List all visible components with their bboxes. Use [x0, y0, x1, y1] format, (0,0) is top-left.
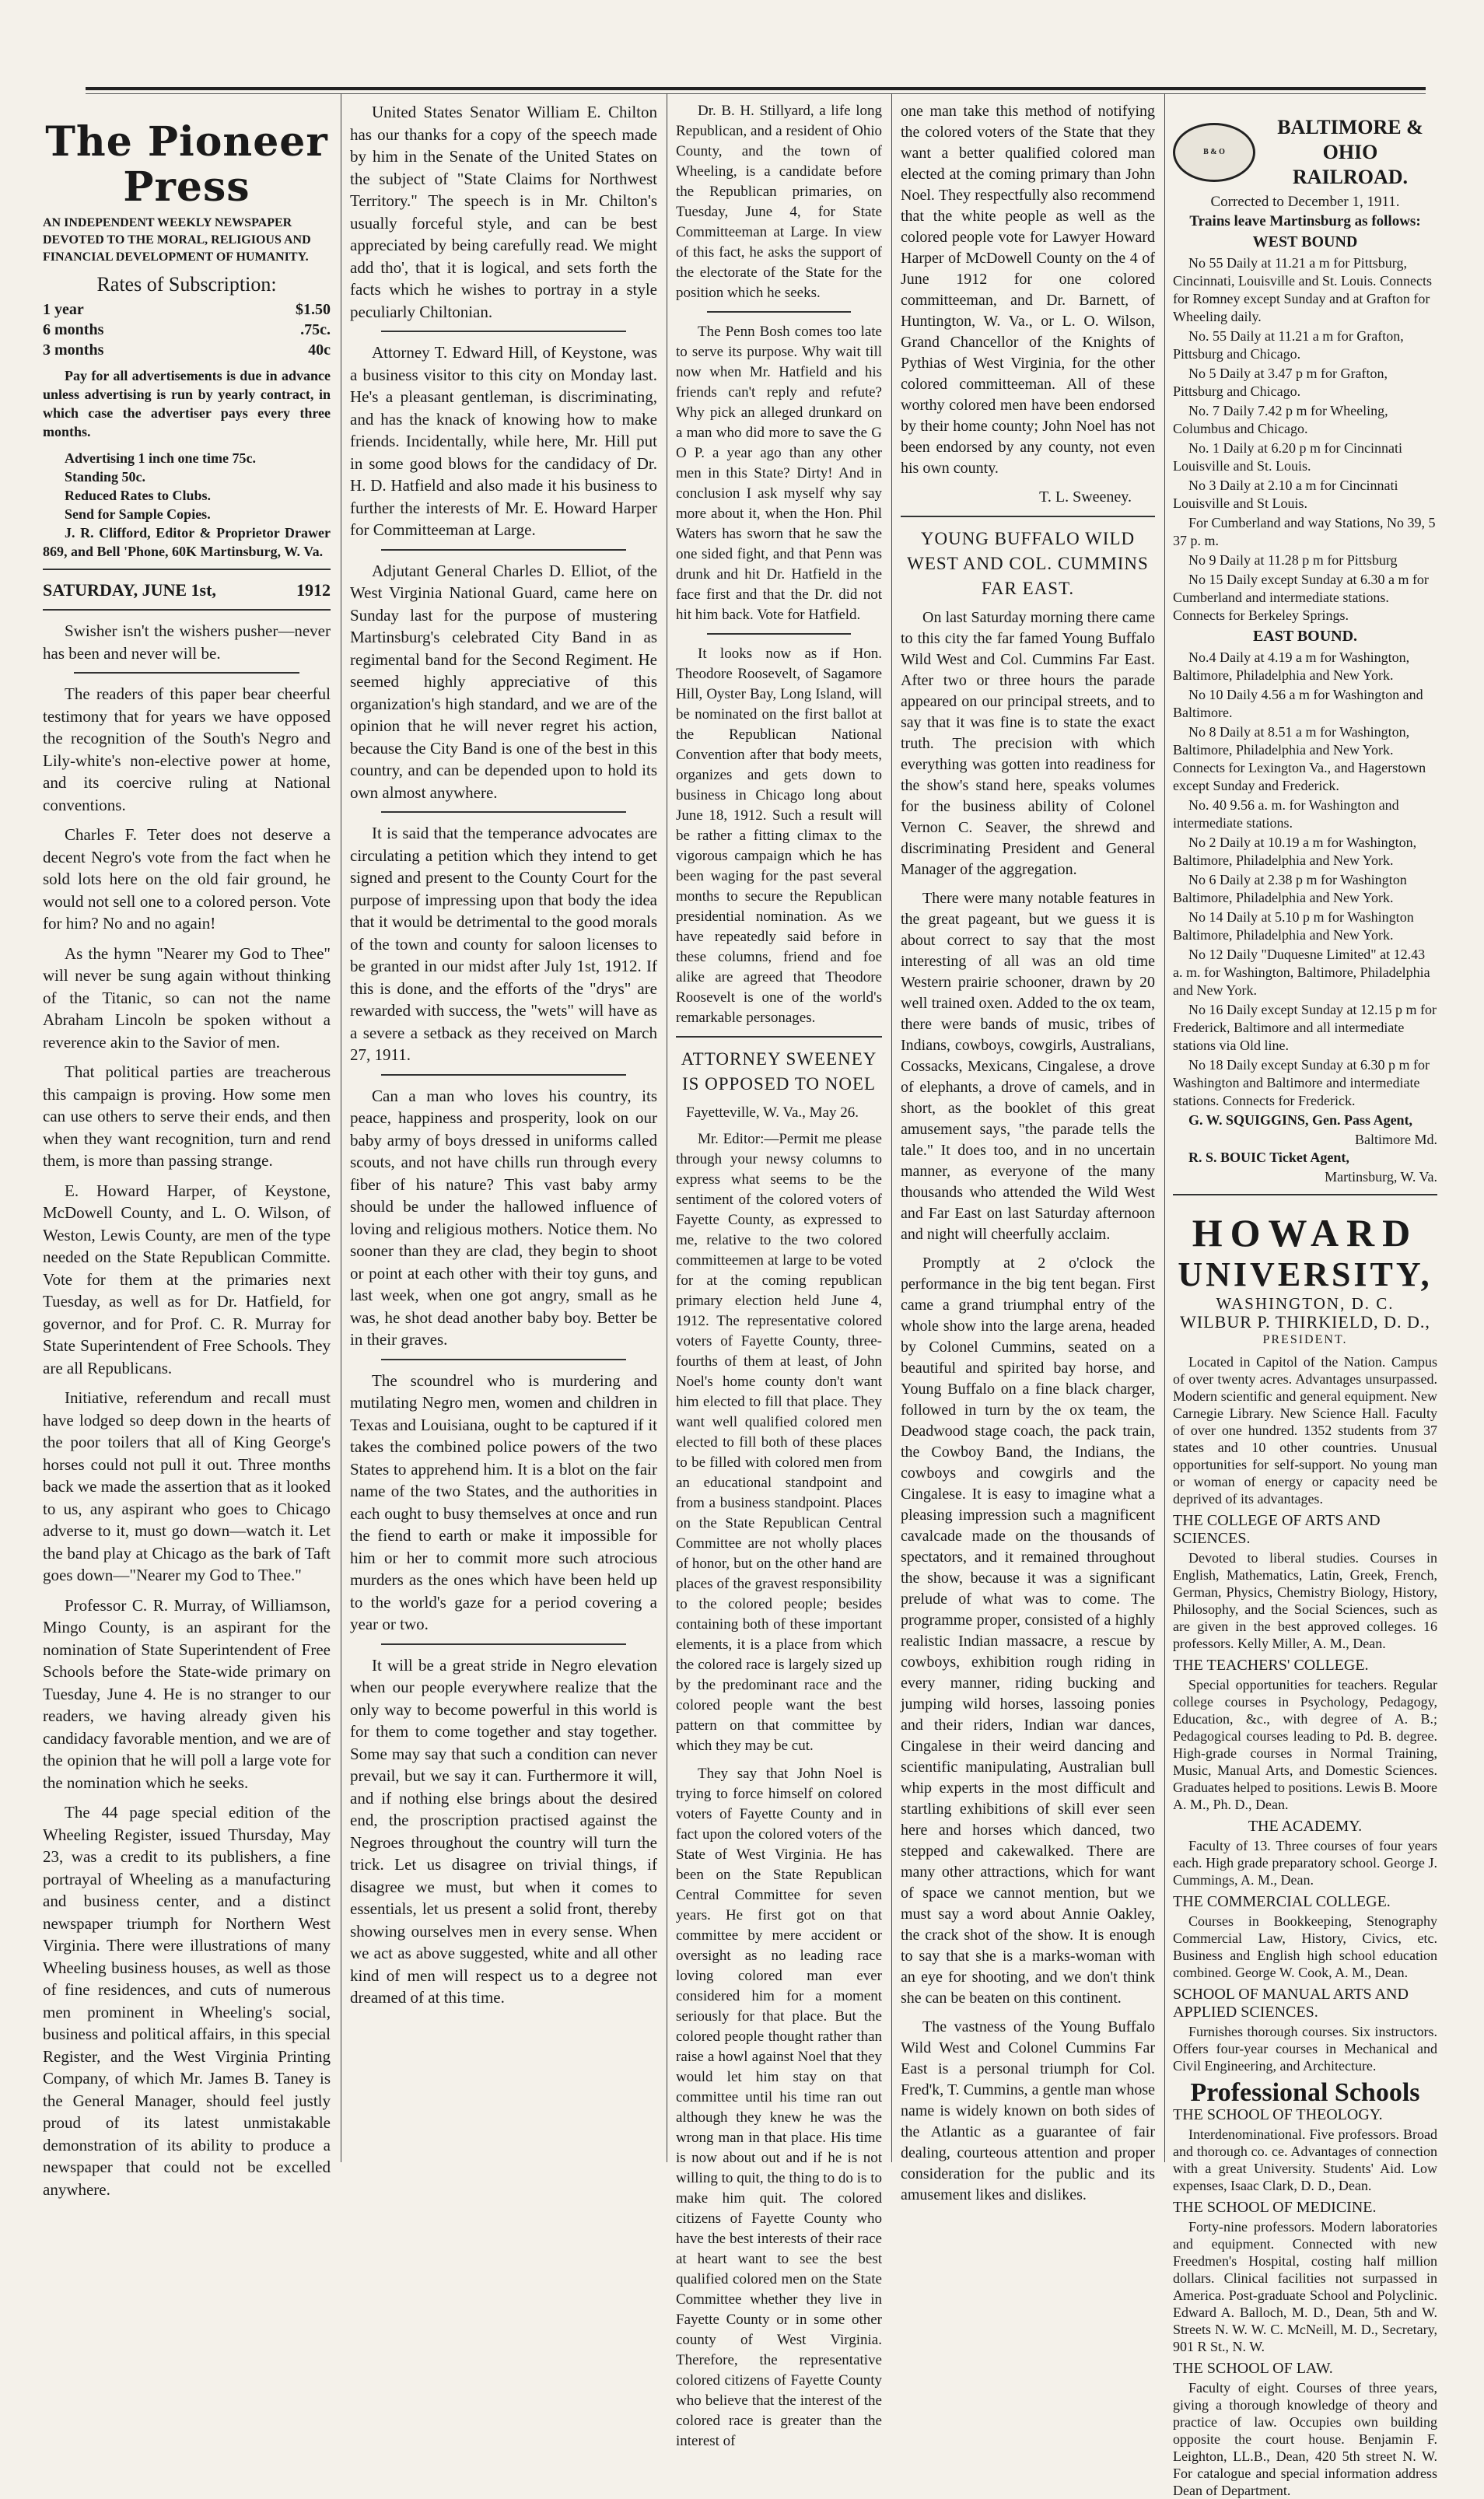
train-entry: No 55 Daily at 11.21 a m for Pittsburg, Cincinnati, Louisville and St. Louis. Connects for Romney except Sunday and at Grafton for Wheeling daily.: [1173, 255, 1432, 324]
article-paragraph: Swisher isn't the wishers pusher—never has been and never will be.: [43, 621, 331, 663]
article-paragraph: It will be a great stride in Negro elevation when our people everywhere realize that the only way to become powerful in this world is for them to come together and stay together. Some may say that such a condition can never prevail, but we say it can. Furthermore it will, and if nothing else brings about the desired end, the proscription practised against the Negroes throughout the country will turn the trick. Let us disagree on trivial things, if disagree we must, but when it comes to essentials, let us present a solid front, thereby showing ourselves men in every sense. When we act as above suggested, white and all other kind of men will respect us to a degree not dreamed of at this time.: [350, 1655, 657, 2007]
rule: [381, 1359, 626, 1360]
section-title: THE SCHOOL OF MEDICINE.: [1173, 2199, 1377, 2216]
sweeney-headline: ATTORNEY SWEENEY IS OPPOSED TO NOEL: [681, 1049, 877, 1094]
column-1: [43, 101, 331, 2199]
article-paragraph: The 44 page special edition of the Wheeling Register, issued Thursday, May 23, was a credit to its publishers, a fine portrayal of Wheeling as a manufacturing and business center, and a distinct newspaper triumph for Northern West Virginia. There were illustrations of many Wheeling business houses, as well as those of fine residences, and cuts of numerous men prominent in Wheeling's social, business and political affairs, in this special Register, and the West Virginia Printing Company, of which Mr. James B. Taney is the General Manager, should feel justly proud of its latest unmistakable demonstration of its ability to produce a newspaper that could not be excelled anywhere.: [43, 1803, 331, 2199]
rule: [43, 569, 331, 570]
rule: [74, 672, 299, 674]
article-paragraph: one man take this method of notifying the colored voters of the State that they want a better qualified colored man elected at the coming primary than John Noel. They respectfully also recommend that the white people as well as the colored people vote for Lawyer Howard Harper of McDowell County on the 4 of June 1912 for one colored committeeman, and Dr. Barnett, of Huntington, W. Va., or L. O. Wilson, Grand Chancellor of the Knights of Pythias of West Virginia, for the other colored committeeman. All of these worthy colored men have been endorsed by their home county; John Noel has not been endorsed by any county, not even his own county.: [901, 103, 1155, 477]
column-4: [901, 101, 1155, 2203]
train-entry: No 15 Daily except Sunday at 6.30 a m for Cumberland and intermediate stations. Connects for Berkeley Springs.: [1173, 572, 1429, 623]
article-paragraph: The scoundrel who is murdering and mutilating Negro men, women and children in Texas and Louisiana, ought to be captured if it takes the combined police powers of the two States to apprehend him. It is a blot on the fair name of the two States, and the authorities in each ought to busy themselves at once and run the fiend to earth or make it impossible for him or her to commit more such atrocious murders as the ones which have been held up to the world's gaze for a period covering a year or two.: [350, 1370, 657, 1633]
railroad-leave: Trains leave Martinsburg as follows:: [1189, 213, 1421, 229]
rule: [676, 1036, 882, 1038]
east-bound-title: EAST BOUND.: [1252, 628, 1358, 645]
top-rule: [86, 87, 1426, 90]
column-divider: [891, 93, 892, 2162]
dateline: SATURDAY, JUNE 1st, 1912: [43, 579, 331, 600]
rates-title: Rates of Subscription:: [96, 273, 277, 296]
article-paragraph: Professor C. R. Murray, of Williamson, Mingo County, is an aspirant for the nomination of State Superintendent of Free Schools before the State-wide primary on Tuesday, June 4. He is no stranger to our readers, we having already given his candidacy favorable mention, and we are of the opinion that he will poll a large vote for the nomination which he seeks.: [43, 1595, 331, 1792]
agent-location: Baltimore Md.: [1355, 1132, 1437, 1147]
train-entry: No 6 Daily at 2.38 p m for Washington Baltimore, Philadelphia and New York.: [1173, 872, 1407, 905]
section-body: Interdenominational. Five professors. Broad and thorough co. ce. Advantages of connection with a great University. Students' Aid. Low expenses, Isaac Clark, D. D., Dean.: [1173, 2126, 1437, 2193]
section-title: THE TEACHERS' COLLEGE.: [1173, 1657, 1369, 1674]
train-entry: No. 55 Daily at 11.21 a m for Grafton, Pittsburg and Chicago.: [1173, 328, 1404, 362]
train-entry: No 18 Daily except Sunday at 6.30 p m for Washington and Baltimore and intermediate stations. Connects for Frederick.: [1173, 1057, 1430, 1108]
train-entry: No 10 Daily 4.56 a m for Washington and Baltimore.: [1173, 687, 1423, 720]
train-entry: No. 40 9.56 a. m. for Washington and intermediate stations.: [1173, 797, 1399, 831]
rule: [43, 609, 331, 611]
rate-row: 3 months 40c: [43, 341, 331, 359]
rule: [381, 811, 626, 813]
article-paragraph: The readers of this paper bear cheerful testimony that for years we have opposed the recognition of the South's Negro and Lily-white's non-elective power at home, and its coercive ruling at National conventions.: [43, 684, 331, 814]
howard-title: HOWARD: [1192, 1211, 1419, 1255]
agent-name: G. W. SQUIGGINS, Gen. Pass Agent,: [1188, 1112, 1413, 1128]
article-paragraph: Mr. Editor:—Permit me please through your newsy columns to express what seems to be the sentiment of the colored voters of Fayette County, as expressed to me, relative to the two colored committeemen at large to be voted for at the coming republican primary election held June 4, 1912. The representative colored voters of Fayette County, three-fourths of them at least, of John Noel's home county don't want him elected to fill that place. They want well qualified colored men elected to fill both of these places to be filled with colored men from an educational standpoint and from a business standpoint. Places on the State Republican Central Committee are not wholly places of honor, but on the other hand are places of the gravest responsibility to the colored people; besides containing both of these important elements, it is a place from which the colored race is largely sized up by the predominant race and the colored people want the best pattern on that committee by which they may be cut.: [676, 1131, 882, 1754]
rule: [1173, 1194, 1437, 1195]
section-body: Special opportunities for teachers. Regular college courses in Psychology, Pedagogy, Education, &c., with degree of A. B.; Pedagogical courses leading to Pd. B. degree. High-grade courses in Normal Training, Music, Manual Arts, and Domestic Sciences. Graduates helped to positions. Lewis B. Moore A. M., Ph. D., Dean.: [1173, 1677, 1437, 1812]
train-entry: No 14 Daily at 5.10 p m for Washington Baltimore, Philadelphia and New York.: [1173, 909, 1414, 943]
column-2: [350, 101, 657, 2154]
article-paragraph: As the hymn "Nearer my God to Thee" will never be sung again without thinking of the Titanic, so can not the name Abraham Lincoln be spoken without a reverence akin to the Savior of men.: [43, 943, 331, 1052]
adv-line: Send for Sample Copies.: [65, 506, 211, 522]
article-paragraph: Charles F. Teter does not deserve a decent Negro's vote from the fact when he sold lots here on the old fair ground, he would not sell one to a colored person. Vote for him? No and no again!: [43, 825, 331, 933]
signature: T. L. Sweeney.: [1039, 488, 1132, 506]
rule: [381, 1074, 626, 1076]
section-body: Forty-nine professors. Modern laboratories and equipment. Connected with new Freedmen's Hospital, costing half million dollars. Clinical facilities not surpassed in America. Post-graduate School and Polyclinic. Edward A. Balloch, M. D., Dean, 5th and W. Streets N. W. W. C. McNeill, M. D., Secretary, 901 R St., N. W.: [1173, 2219, 1437, 2354]
article-paragraph: Adjutant General Charles D. Elliot, of the West Virginia National Guard, came here on Sunday last for the purpose of mustering Martinsburg's celebrated City Band in as regimental band for the Second Regiment. He seemed highly appreciative of this organization's high standard, and we are of the opinion that he will never regret his action, because the City Band is one of the best in this country, and can be depended upon to hold its own almost anywhere.: [350, 561, 657, 802]
column-5: [1173, 101, 1437, 2498]
section-title: THE SCHOOL OF THEOLOGY.: [1173, 2106, 1383, 2123]
university-title: UNIVERSITY,: [1178, 1255, 1433, 1293]
section-body: Faculty of eight. Courses of three years, giving a thorough knowledge of theory and practice of law. Occupies own building opposite the court house. Benjamin F. Leighton, LL.B., Dean, 420 5th street N. W. For catalogue and special information address Dean of Department.: [1173, 2380, 1437, 2498]
rule: [381, 331, 626, 332]
rate-row: 6 months .75c.: [43, 320, 331, 338]
university-president-title: PRESIDENT.: [1262, 1333, 1348, 1346]
article-paragraph: It is said that the temperance advocates are circulating a petition which they intend to get signed and present to the County Court for the purpose of impressing upon that body the idea that it would be detrimental to the good morals of the town and county for saloon licenses to be granted in our midst after July 1st, 1912. If this is done, and the efforts of the "drys" are rewarded with success, the "wets" will have as a severe a setback as they received on March 27, 1911.: [350, 824, 657, 1064]
article-paragraph: Attorney T. Edward Hill, of Keystone, was a business visitor to this city on Monday last. He's a pleasant gentleman, is discriminating, and has the knack of knowing how to make friends. Incidentally, while here, Mr. Hill put in some good blows for the candidacy of Dr. H. D. Hatfield and also made it his business to further the interests of Mr. E. Howard Harper for Committeeman at Large.: [350, 343, 657, 539]
railroad-logo: B & O: [1173, 123, 1255, 182]
article-paragraph: The Penn Bosh comes too late to serve its purpose. Why wait till now when Mr. Hatfield and his friends can't reply and refute? Why pick an alleged drunkard on a man who did more to save the G O P. a year ago than any other men in this State? Dirty! And in conclusion I ask myself why say more about it, when the Hon. Phil Waters has sworn that he saw the one sided fight, and that Penn was drunk and hit Dr. Hatfield in the face first and that the Dr. did not hit him back. Vote for Hatfield.: [676, 324, 882, 623]
professional-schools-title: Professional Schools: [1190, 2078, 1420, 2107]
article-paragraph: Can a man who loves his country, its peace, happiness and prosperity, look on our baby army of boys dressed in uniforms called scouts, and not have chills run through every fiber of his nature? This vast baby army should be under the hallowed influence of loving and religious mothers. Notice them. No sooner than they are clad, they begin to shoot or point at each other with their toy guns, and last week, when one got angry, small as he was, he shot dead another baby boy. Better be in their graves.: [350, 1086, 657, 1349]
section-title: THE COLLEGE OF ARTS AND SCIENCES.: [1173, 1512, 1381, 1547]
masthead-title: The Pioneer Press: [45, 118, 328, 211]
train-entry: For Cumberland and way Stations, No 39, 5 37 p. m.: [1173, 515, 1436, 548]
train-entry: No 8 Daily at 8.51 a m for Washington, Baltimore, Philadelphia and New York. Connects for Lexington Va., and Hagerstown except Sunday and Frederick.: [1173, 724, 1426, 793]
top-rule-thin: [86, 93, 1426, 94]
article-paragraph: E. Howard Harper, of Keystone, McDowell County, and L. O. Wilson, of Weston, Lewis County, are men of the type needed on the State Republican Committe. Vote for them at the primaries next Tuesday, as well as for Dr. Hatfield, for governor, and for Prof. C. R. Murray for State Superintendent of Free Schools. They are all Republicans.: [43, 1181, 331, 1377]
article-paragraph: Initiative, referendum and recall must have lodged so deep down in the hearts of the poor toilers that all of King George's horses could not pull it out. Three months back we made the assertion that as it looked to us, any aspirant who goes to Chicago adverse to it, must go down—watch it. Let the band play at Chicago as the bark of Taft goes down—"Nearer my God to Thee.": [43, 1388, 331, 1584]
railroad-title: BALTIMORE & OHIO RAILROAD.: [1277, 116, 1423, 188]
adv-line: Standing 50c.: [65, 468, 146, 485]
editor-line: J. R. Clifford, Editor & Proprietor Drawer 869, and Bell 'Phone, 60K Martinsburg, W. Va.: [43, 524, 331, 559]
section-title: THE SCHOOL OF LAW.: [1173, 2360, 1333, 2377]
buffalo-headline: YOUNG BUFFALO WILD WEST AND COL. CUMMINS FAR EAST.: [907, 529, 1149, 598]
rule: [901, 516, 1155, 517]
section-body: Courses in Bookkeeping, Stenography Commercial Law, History, Civics, etc. Business and English high school education combined. George W. Cook, A. M., Dean.: [1173, 1913, 1437, 1980]
section-title: THE COMMERCIAL COLLEGE.: [1173, 1893, 1391, 1910]
train-entry: No 3 Daily at 2.10 a m for Cincinnati Louisville and St Louis.: [1173, 478, 1398, 511]
university-president: WILBUR P. THIRKIELD, D. D.,: [1180, 1312, 1430, 1332]
pay-note: Pay for all advertisements is due in advance unless advertising is run by yearly contract, in which case the advertiser pays every three months.: [43, 367, 331, 439]
article-paragraph: Promptly at 2 o'clock the performance in the big tent began. First came a grand triumphal entry of the whole show into the large arena, headed by Colonel Cummins, seated on a beautiful and spirited bay horse, and Young Buffalo on a fine black charger, followed in turn by the ox team, the Deadwood stage coach, the pack train, the Cowboy Band, the Indians, the cowboys and cowgirls and the Cingalese. It is easy to imagine what a pleasing impression such a magnificent cavalcade made on the thousands of spectators, and it remained throughout the show, because it was a significant prelude of what was to come. The programme proper, consisted of a highly realistic Indian massacre, a rescue by cowboys, exhibition rough riding in every manner, riding bucking and jumping wild horses, lassoing ponies and their riders, Indian war dances, Cingalese in their weird dancing and scientific manipulating, Australian bull whip experts in the most difficult and startling exhibitions of skill ever seen here and horses which danced, two stepped and cakewalked. There are many other attractions, which for want of space we cannot mention, but we must say a word about Annie Oakley, the crack shot of the show. It is enough to say that she is a marks-woman with an eye for shooting, and we don't think she can be beaten on this continent.: [901, 1255, 1155, 2007]
column-3: [676, 101, 882, 2449]
railroad-header: [1173, 115, 1437, 190]
article-paragraph: They say that John Noel is trying to force himself on colored voters of Fayette County and in fact upon the colored voters of the State of West Virginia. He has been on the State Republican Central Committee for seven years. He first got on that committee by mere accident or oversight as no leading race loving colored man ever considered him for a moment seriously for that place. But the colored people thought rather than raise a howl against Noel that they would let him stay on that committee until his time ran out although they knew he was the wrong man in that place. His time is now about out and if he is not willing to quit, the thing to do is to make him quit. The colored citizens of Fayette County who have the best interests of their race at heart want to see the best qualified colored men on the State Committee whether they live in Fayette County or in some other county of West Virginia. Therefore, the representative colored citizens of Fayette County who believe that the interest of the colored race is greater than the interest of: [676, 1766, 882, 2449]
sweeney-dateline: Fayetteville, W. Va., May 26.: [686, 1104, 859, 1121]
train-entry: No. 7 Daily 7.42 p m for Wheeling, Columbus and Chicago.: [1173, 403, 1388, 436]
section-body: Devoted to liberal studies. Courses in English, Mathematics, Latin, Greek, French, German, Physics, Chemistry Biology, History, Philosophy, and the Social Sciences, such as are given in the best approved colleges. 16 professors. Kelly Miller, A. M., Dean.: [1173, 1550, 1437, 1651]
agent-name: R. S. BOUIC Ticket Agent,: [1188, 1150, 1349, 1165]
train-entry: No 2 Daily at 10.19 a m for Washington, Baltimore, Philadelphia and New York.: [1173, 835, 1417, 868]
article-paragraph: Dr. B. H. Stillyard, a life long Republican, and a resident of Ohio County, and the town of Wheeling, is a candidate before the Republican primaries, on Tuesday, June 4, for State Committeeman at Large. In view of this fact, he asks the support of the electorate of the State for the position which he seeks.: [676, 103, 882, 301]
section-body: Faculty of 13. Three courses of four years each. High grade preparatory school. George J. Cummings, A. M., Dean.: [1173, 1838, 1437, 1888]
rule: [707, 633, 851, 635]
masthead-subtitle: AN INDEPENDENT WEEKLY NEWSPAPER DEVOTED TO THE MORAL, RELIGIOUS AND FINANCIAL DEVELOPMENT OF HUMANITY.: [43, 216, 311, 264]
article-paragraph: The vastness of the Young Buffalo Wild West and Colonel Cummins Far East is a personal triumph for Col. Fred'k, T. Cummins, a gentle man whose name is widely known on both sides of the Atlantic as a guarantee of fair dealing, courteous attention and proper consideration for the public and its amusement likes and dislikes.: [901, 2018, 1155, 2203]
adv-line: Advertising 1 inch one time 75c.: [65, 450, 256, 466]
article-paragraph: It looks now as if Hon. Theodore Roosevelt, of Sagamore Hill, Oyster Bay, Long Island, will be nominated on the first ballot at the Republican National Convention after that body meets, organizes and gets down to business in Chicago long about June 18, 1912. Such a result will be rather a fitting climax to the vigorous campaign which he has been waging for the past several months to secure the Republican presidential nomination. As we have repeatedly said before in these columns, friend and foe alike are agreed that Theodore Roosevelt is one of the world's remarkable personages.: [676, 646, 882, 1026]
section-title: SCHOOL OF MANUAL ARTS AND APPLIED SCIENCES.: [1173, 1986, 1409, 2021]
adv-line: Reduced Rates to Clubs.: [65, 487, 212, 503]
train-entry: No.4 Daily at 4.19 a m for Washington, Baltimore, Philadelphia and New York.: [1173, 649, 1410, 683]
train-entry: No. 1 Daily at 6.20 p m for Cincinnati Louisville and St. Louis.: [1173, 440, 1402, 474]
rule: [707, 311, 851, 313]
column-divider: [1164, 93, 1165, 2162]
section-title: THE ACADEMY.: [1248, 1818, 1363, 1835]
article-paragraph: On last Saturday morning there came to this city the far famed Young Buffalo Wild West and Col. Cummins Far East. After two or three hours the parade appeared on our principal streets, and to say that it was fine is to state the exact truth. The precision with which everything was gotten into readiness for the show's stand here, speaks volumes for the business ability of Colonel Vernon C. Seaver, the shrewd and discriminating President and General Manager of the aggregation.: [901, 609, 1155, 878]
rule: [381, 1643, 626, 1645]
train-entry: No 9 Daily at 11.28 p m for Pittsburg: [1188, 552, 1398, 568]
rule: [381, 549, 626, 551]
article-paragraph: That political parties are treacherous this campaign is proving. How some men can use others to serve their ends, and then when they want recognition, turn and rend them, is more than passing strange.: [43, 1062, 331, 1170]
university-intro: Located in Capitol of the Nation. Campus of over twenty acres. Advantages unsurpassed. Modern scientific and general equipment. New Carnegie Library. New Science Hall. Faculty of over one hundred. 1352 students from 37 states and 10 other countries. Unusual opportunities for self-support. No young man or woman of energy or capacity need be deprived of its advantages.: [1173, 1354, 1437, 1507]
train-entry: No 16 Daily except Sunday at 12.15 p m for Frederick, Baltimore and all intermediate stations via Old line.: [1173, 1002, 1437, 1053]
section-body: Furnishes thorough courses. Six instructors. Offers four-year courses in Mechanical and Civil Engineering, and Architecture.: [1173, 2024, 1437, 2074]
article-paragraph: United States Senator William E. Chilton has our thanks for a copy of the speech made by him in the Senate of the United States on the subject of "State Claims for Northwest Territory." The speech is in Mr. Chilton's usually forceful style, and can be best appreciated by being carefully read. We might add tho', that it is logical, and sets forth the facts which he wishes to portray in a style peculiarly Chiltonian.: [350, 103, 657, 321]
train-entry: No 12 Daily "Duquesne Limited" at 12.43 a. m. for Washington, Baltimore, Philadelphia and New York.: [1173, 947, 1430, 998]
agent-location: Martinsburg, W. Va.: [1325, 1169, 1437, 1185]
university-city: WASHINGTON, D. C.: [1216, 1294, 1395, 1313]
train-entry: No 5 Daily at 3.47 p m for Grafton, Pittsburg and Chicago.: [1173, 366, 1388, 399]
rate-row: 1 year $1.50: [43, 300, 331, 318]
article-paragraph: There were many notable features in the great pageant, but we guess it is about correct to say that the most interesting of all was an old time Western prairie schooner, drawn by 20 well trained oxen. Added to the ox team, there were bands of music, tribes of Indians, cowboys, cowgirls, Australians, Cossacks, Mexicans, Cingalese, a drove of elephants, a drove of camels, and in short, as the booklet of this great amusement says, "the parade tells the tale." It does too, and in no uncertain manner, as everyone of the many thousands who attended the Wild West and Far East on last Saturday afternoon and night will cheerfully acclaim.: [901, 890, 1155, 1243]
west-bound-title: WEST BOUND: [1252, 233, 1358, 250]
railroad-corrected: Corrected to December 1, 1911.: [1210, 194, 1400, 210]
